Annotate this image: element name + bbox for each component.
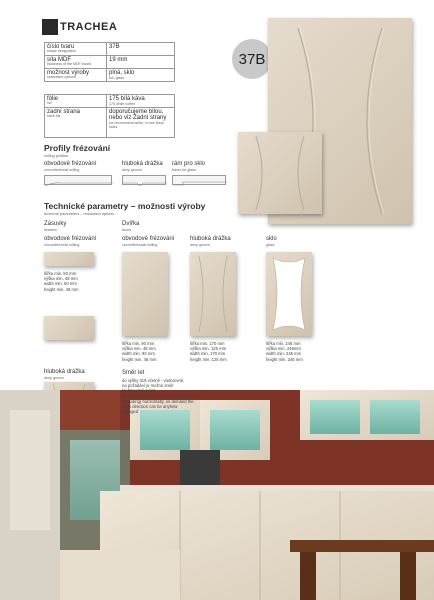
spec-value: 19 mm xyxy=(109,56,128,63)
door-sample-deep-groove xyxy=(190,252,236,336)
direction-line: (including) horizontally, on demand the xyxy=(122,398,194,404)
spec-label: zadní strana xyxy=(47,109,81,115)
drawer-milling-label: obvodové frézování xyxy=(44,236,97,242)
spec-row xyxy=(45,43,175,56)
spec-value-sub: 175 white coffee xyxy=(109,102,136,106)
tech-title: Technické parametry – možnosti výroby xyxy=(44,201,206,211)
drawer-sample-small xyxy=(44,252,94,266)
milling-item-sublabel: circumferencial milling xyxy=(44,168,80,172)
logo-mark-icon xyxy=(42,19,58,35)
dim-line: height min. 125 mm xyxy=(190,356,227,362)
dim-line: width min. 246 mm xyxy=(266,351,302,357)
drawer-dims xyxy=(44,271,78,292)
spec-sublabel: realization options xyxy=(47,74,76,79)
door-col-sublabel: circumferencial milling xyxy=(122,243,158,247)
door-groove-pattern xyxy=(190,252,236,336)
brand-logo xyxy=(42,19,117,35)
door-sample-glass xyxy=(266,252,312,336)
dim-line: výška min. 125 mm xyxy=(190,346,227,352)
spec-row xyxy=(45,68,175,81)
spec-sublabel: back foil xyxy=(47,114,61,118)
doors-sublabel: doors xyxy=(122,228,131,232)
dim-line: šířka min. 246 mm xyxy=(266,341,301,346)
door-col-dims xyxy=(266,341,303,362)
milling-item-label: rám pro sklo xyxy=(172,161,206,167)
dim-line: height min. 48 mm xyxy=(44,286,79,292)
dim-line: šířka min. 50 mm xyxy=(44,271,77,276)
milling-item-sublabel: frame for glass xyxy=(172,168,196,172)
door-sample-milling xyxy=(122,252,168,336)
spec-table-top xyxy=(44,42,175,82)
spec-label: síla MDF xyxy=(47,56,71,63)
glass-panel-icon xyxy=(266,252,312,336)
dim-line: height min. 48 mm xyxy=(122,356,157,362)
direction-title: Směr let xyxy=(122,370,145,376)
door-small-image xyxy=(238,132,322,214)
dim-line: šířka min. 90 mm xyxy=(122,341,155,346)
drawer-milling-sublabel: circumferencial milling xyxy=(44,243,80,247)
spec-label: možnost výroby xyxy=(47,69,90,76)
milling-title: Profily frézování xyxy=(44,143,111,153)
milling-subtitle: milling profiles xyxy=(44,154,69,158)
spec-value-sub: full, glass xyxy=(109,75,124,80)
door-col-dims xyxy=(122,341,156,362)
spec-value: 37B xyxy=(109,44,120,50)
direction-line: rings direction can be anyhow xyxy=(122,404,178,410)
doors-label: Dvířka xyxy=(122,221,140,227)
milling-profile-deep-groove xyxy=(122,175,166,185)
dim-line: šířka min. 170 mm xyxy=(190,341,225,346)
milling-profile-glass-frame xyxy=(172,175,226,185)
kitchen-scene-image xyxy=(0,390,434,600)
door-col-label: hluboká drážka xyxy=(190,236,231,242)
spec-sublabel: foil xyxy=(47,101,52,105)
direction-line: na požádání je možno směr xyxy=(122,383,174,389)
dim-line: height min. 246 mm xyxy=(266,356,303,362)
drawers-sublabel: drawers xyxy=(44,228,57,232)
dim-line: výška min. 48 mm xyxy=(44,276,78,282)
drawers-label: Zásuvky xyxy=(44,221,67,227)
door-col-sublabel: deep groove xyxy=(190,243,210,247)
spec-value: plná, sklo xyxy=(109,69,135,76)
model-badge-text: 37B xyxy=(238,50,266,68)
spec-table-bottom xyxy=(44,94,175,138)
profile-shape-icon xyxy=(173,179,227,189)
dim-line: výška min. 246mm xyxy=(266,346,301,352)
profile-shape-icon xyxy=(45,179,113,189)
milling-item-sublabel: deep groove xyxy=(122,168,142,172)
dim-line: width min. 170 mm xyxy=(190,351,226,357)
spec-sublabel: thickness of the MDF board xyxy=(47,61,91,66)
spec-value-sub: we recommend white, or see Back sides xyxy=(109,121,164,129)
spec-row xyxy=(45,95,175,108)
milling-item-label: hluboká drážka xyxy=(122,161,163,167)
profile-shape-icon xyxy=(123,179,167,189)
door-col-dims xyxy=(190,341,227,362)
spec-label: fólie xyxy=(47,96,59,102)
door-col-label: sklo xyxy=(266,236,277,242)
direction-line: let libovolně měnit xyxy=(122,388,156,394)
deep-groove-sublabel: deep groove xyxy=(44,376,64,380)
spec-value: 175 bílá káva xyxy=(109,96,145,102)
milling-item-label: obvodové frézování xyxy=(44,161,97,167)
deep-groove-label: hluboká drážka xyxy=(44,369,85,375)
dim-line: výška min. 48 mm xyxy=(122,346,156,352)
spec-row xyxy=(45,55,175,68)
drawer-sample-large xyxy=(44,316,94,340)
door-col-label: obvodové frézování xyxy=(122,236,175,242)
direction-line: direction of rings: up to the height 319 mm xyxy=(122,393,201,399)
door-small-groove-pattern xyxy=(238,132,322,214)
spec-label: číslo tvaru xyxy=(47,44,75,50)
spec-value: doporučujeme bílou, nebo viz Zadní strany xyxy=(109,109,167,121)
direction-line: do výšky 319 včetně - vodorovně, xyxy=(122,378,185,383)
dim-line: width min. 50 mm xyxy=(44,281,77,287)
tech-subtitle: technical parameters – realization options xyxy=(44,212,115,216)
direction-text xyxy=(122,378,232,414)
dim-line: width min. 90 mm xyxy=(122,351,155,357)
door-col-sublabel: glass xyxy=(266,243,275,247)
direction-line: changed xyxy=(122,409,139,415)
spec-row xyxy=(45,108,175,138)
kitchen-photo xyxy=(0,390,434,600)
milling-profile-circumferencial xyxy=(44,175,112,185)
model-badge xyxy=(232,39,272,79)
spec-sublabel: shape designation xyxy=(47,49,77,53)
brand-name: TRACHEA xyxy=(60,21,118,33)
